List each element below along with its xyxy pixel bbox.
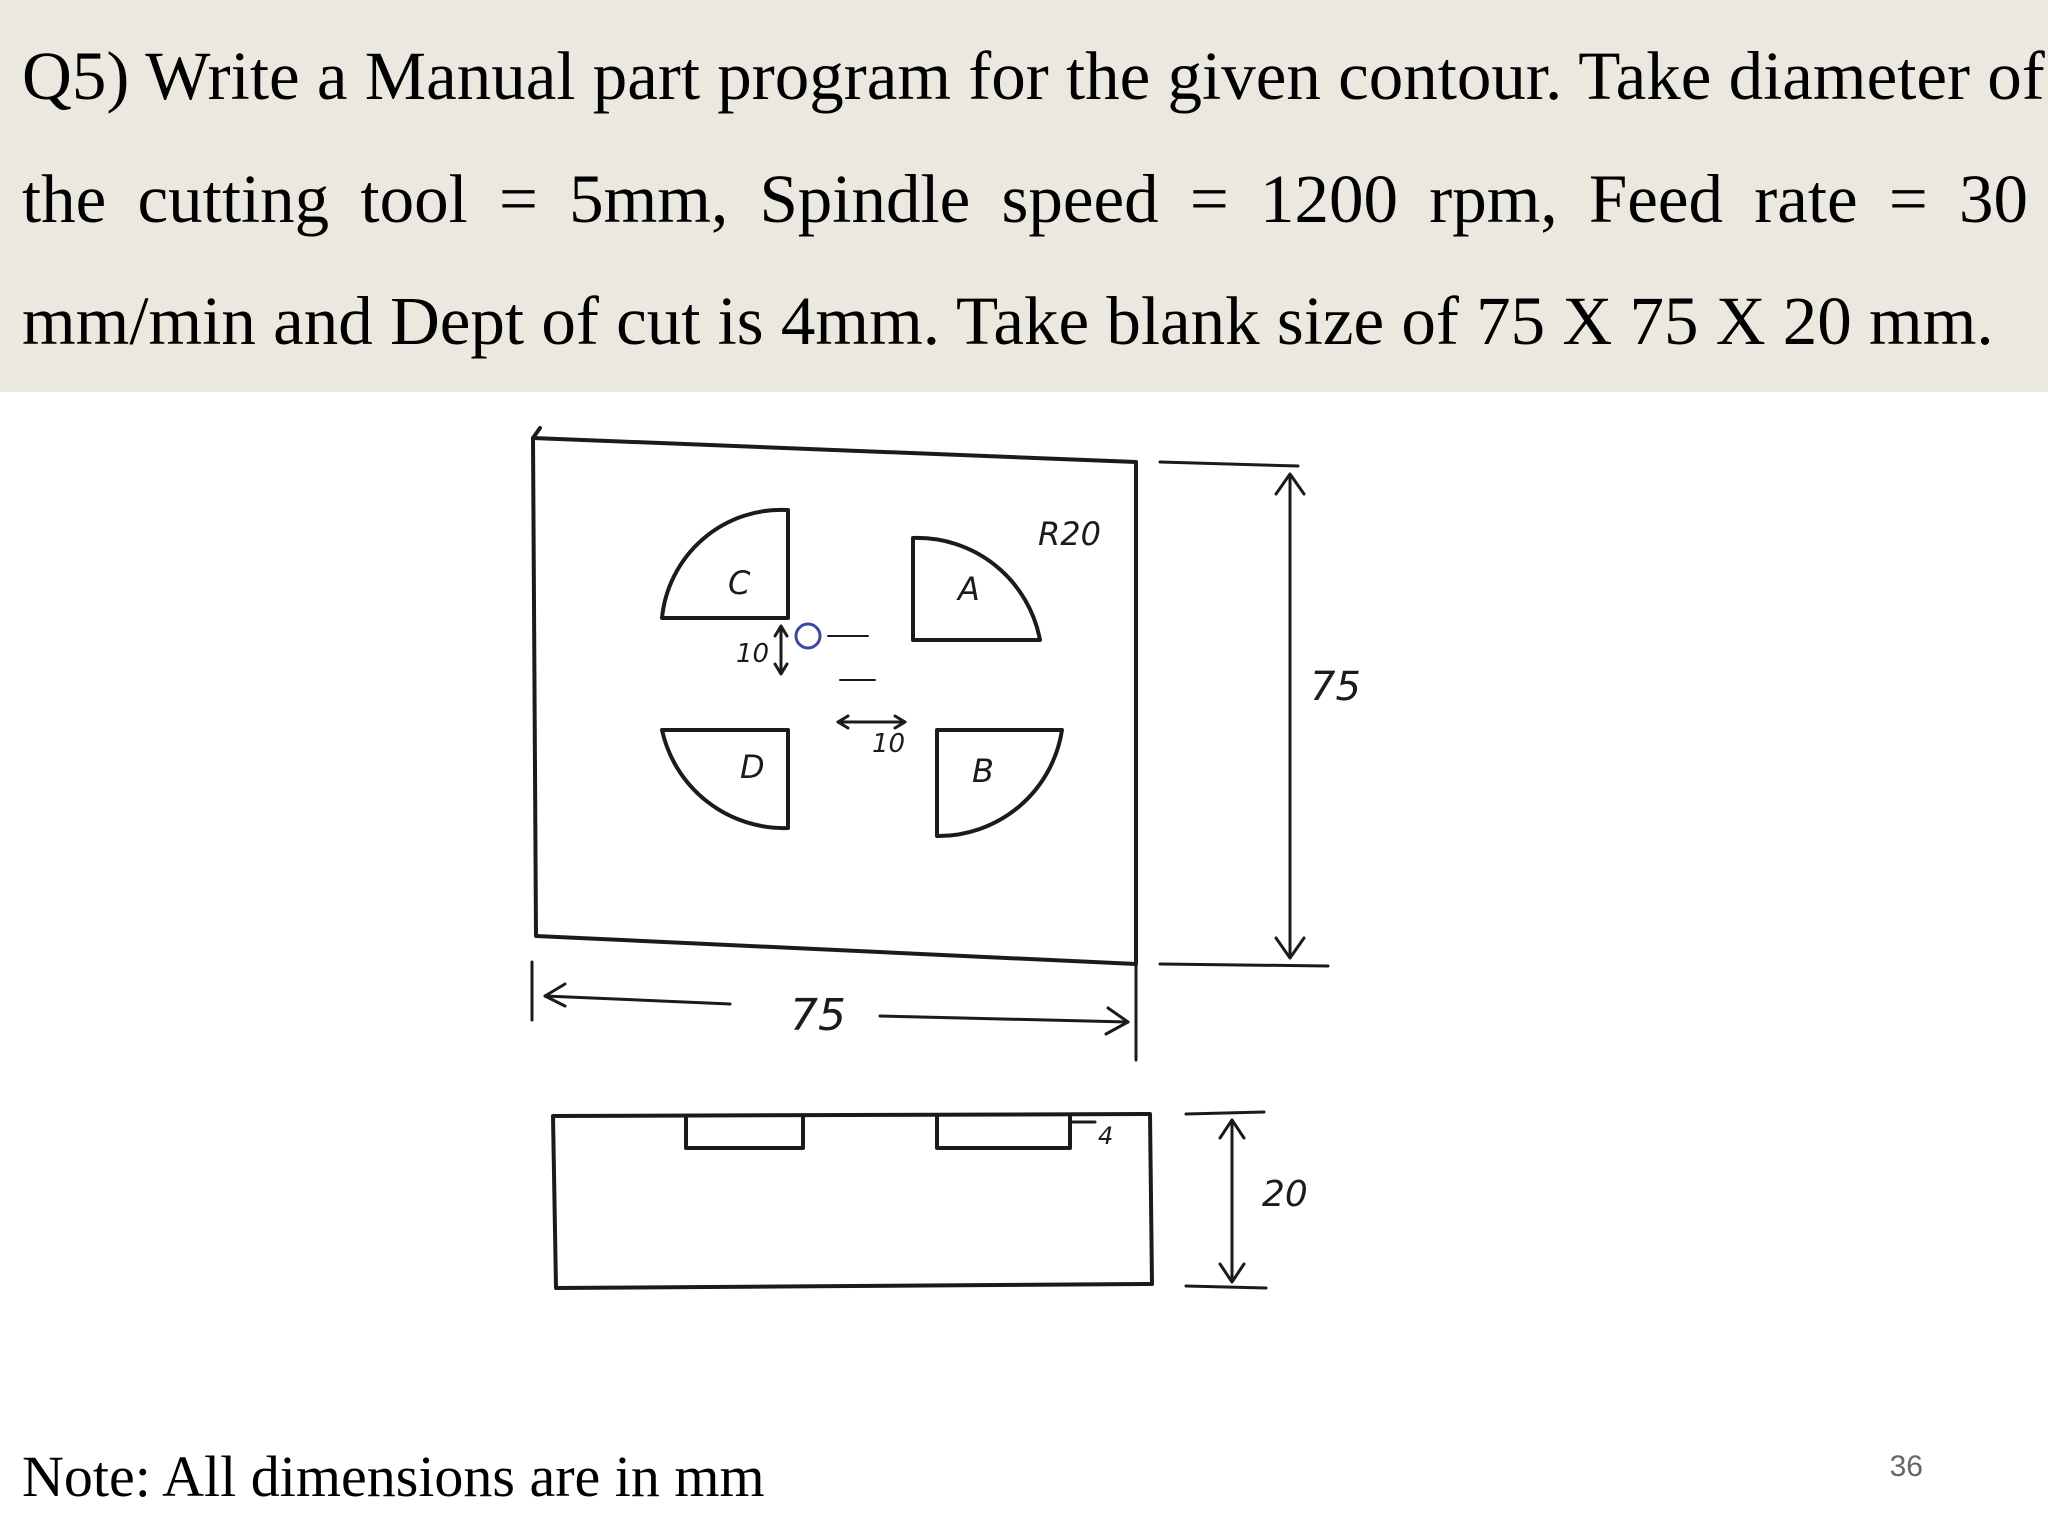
question-line-3: mm/min and Dept of cut is 4mm. Take blank size of 75 X 75 X 20 mm. [22, 283, 1994, 359]
note-text: Note: All dimensions are in mm [22, 1444, 765, 1509]
page-number: 36 [1889, 1450, 1923, 1483]
side-pocket-left [686, 1116, 803, 1148]
label-10-vertical: 10 [736, 639, 770, 669]
label-d: D [740, 748, 765, 786]
pocket-d [662, 730, 788, 828]
label-thickness-20: 20 [1262, 1174, 1308, 1215]
label-width-75: 75 [790, 990, 846, 1041]
side-pocket-right [937, 1116, 1070, 1148]
label-height-75: 75 [1310, 664, 1361, 710]
question-box [0, 0, 2048, 392]
question-line-2: the cutting tool = 5mm, Spindle speed = 1200 rpm, Feed rate = 30 [22, 161, 2028, 237]
pocket-c [662, 510, 788, 618]
question-line-1: Q5) Write a Manual part program for the given contour. Take diameter of [22, 38, 2045, 114]
contour-drawing [0, 400, 2048, 1320]
blank-side-view [553, 1114, 1152, 1288]
label-10-horizontal: 10 [872, 729, 906, 759]
pocket-b [937, 730, 1062, 836]
label-depth-4: 4 [1098, 1122, 1114, 1150]
label-a: A [958, 570, 980, 608]
label-c: C [728, 564, 751, 602]
label-b: B [972, 752, 994, 790]
label-r20: R20 [1038, 515, 1101, 553]
